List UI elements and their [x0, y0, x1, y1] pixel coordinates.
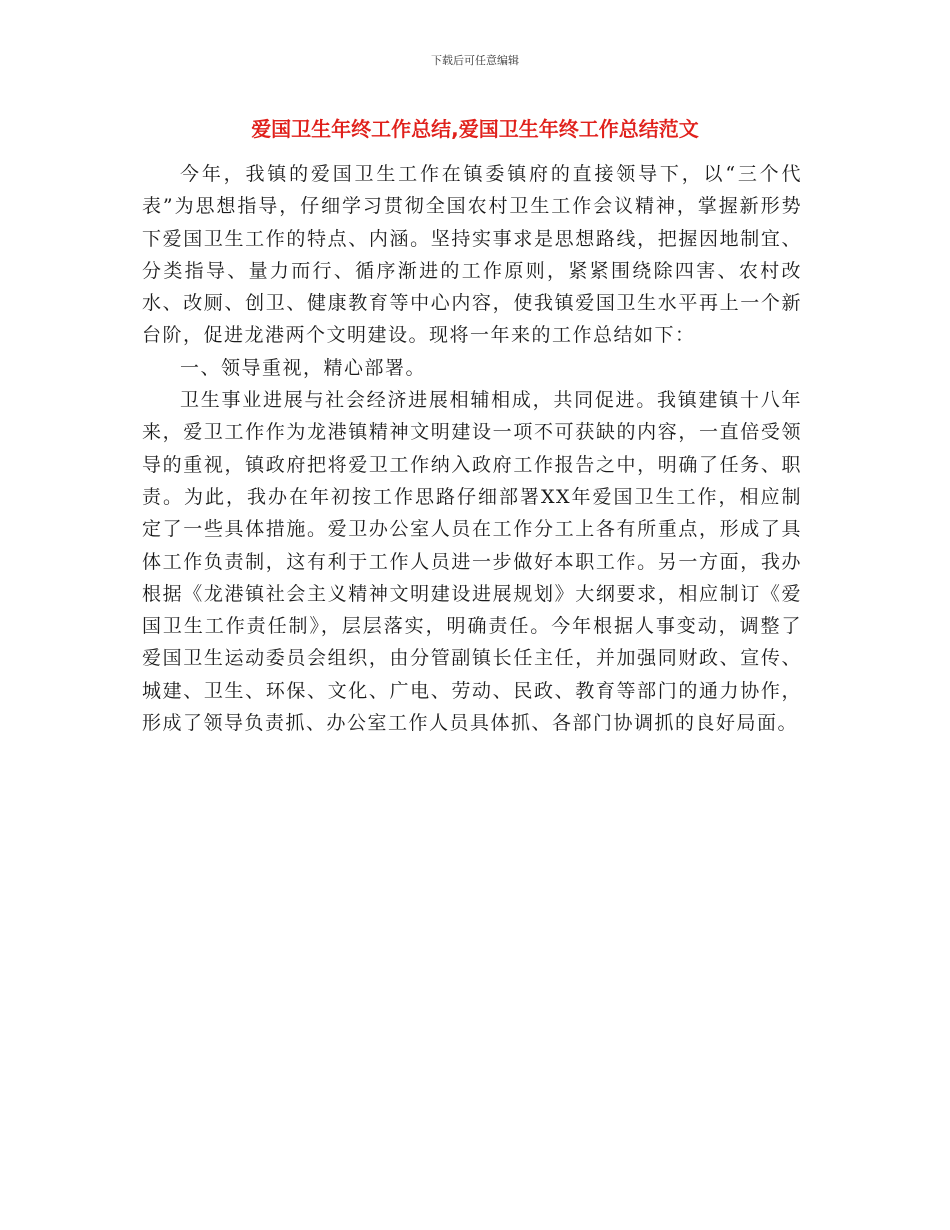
- paragraph-section-body: 卫生事业进展与社会经济进展相辅相成，共同促进。我镇建镇十八年来，爱卫工作作为龙港镇精神文明建设一项不可获缺的内容，一直倍受领导的重视，镇政府把将爱卫工作纳入政府工作报告之中，明确了任务、职责。为此，我办在年初按工作思路仔细部署XX年爱国卫生工作，相应制定了一些具体措施。爱卫办公室人员在工作分工上各有所重点，形成了具体工作负责制，这有利于工作人员进一步做好本职工作。另一方面，我办根据《龙港镇社会主义精神文明建设进展规划》大纲要求，相应制订《爱国卫生工作责任制》，层层落实，明确责任。今年根据人事变动，调整了爱国卫生运动委员会组织，由分管副镇长任主任，并加强同财政、宣传、城建、卫生、环保、文化、广电、劳动、民政、教育等部门的通力协作，形成了领导负责抓、办公室工作人员具体抓、各部门协调抓的良好局面。: [142, 389, 802, 735]
- document-title: 爱国卫生年终工作总结,爱国卫生年终工作总结范文: [251, 117, 699, 141]
- document-body: [142, 158, 802, 739]
- header-note: 下载后可任意编辑: [431, 54, 519, 67]
- paragraph-intro: 今年，我镇的爱国卫生工作在镇委镇府的直接领导下，以“三个代表”为思想指导，仔细学习贯彻全国农村卫生工作会议精神，掌握新形势下爱国卫生工作的特点、内涵。坚持实事求是思想路线，把握因地制宜、分类指导、量力而行、循序渐进的工作原则，紧紧围绕除四害、农村改水、改厕、创卫、健康教育等中心内容，使我镇爱国卫生水平再上一个新台阶，促进龙港两个文明建设。现将一年来的工作总结如下：: [142, 163, 802, 347]
- paragraph-section-heading: 一、领导重视，精心部署。: [180, 356, 427, 379]
